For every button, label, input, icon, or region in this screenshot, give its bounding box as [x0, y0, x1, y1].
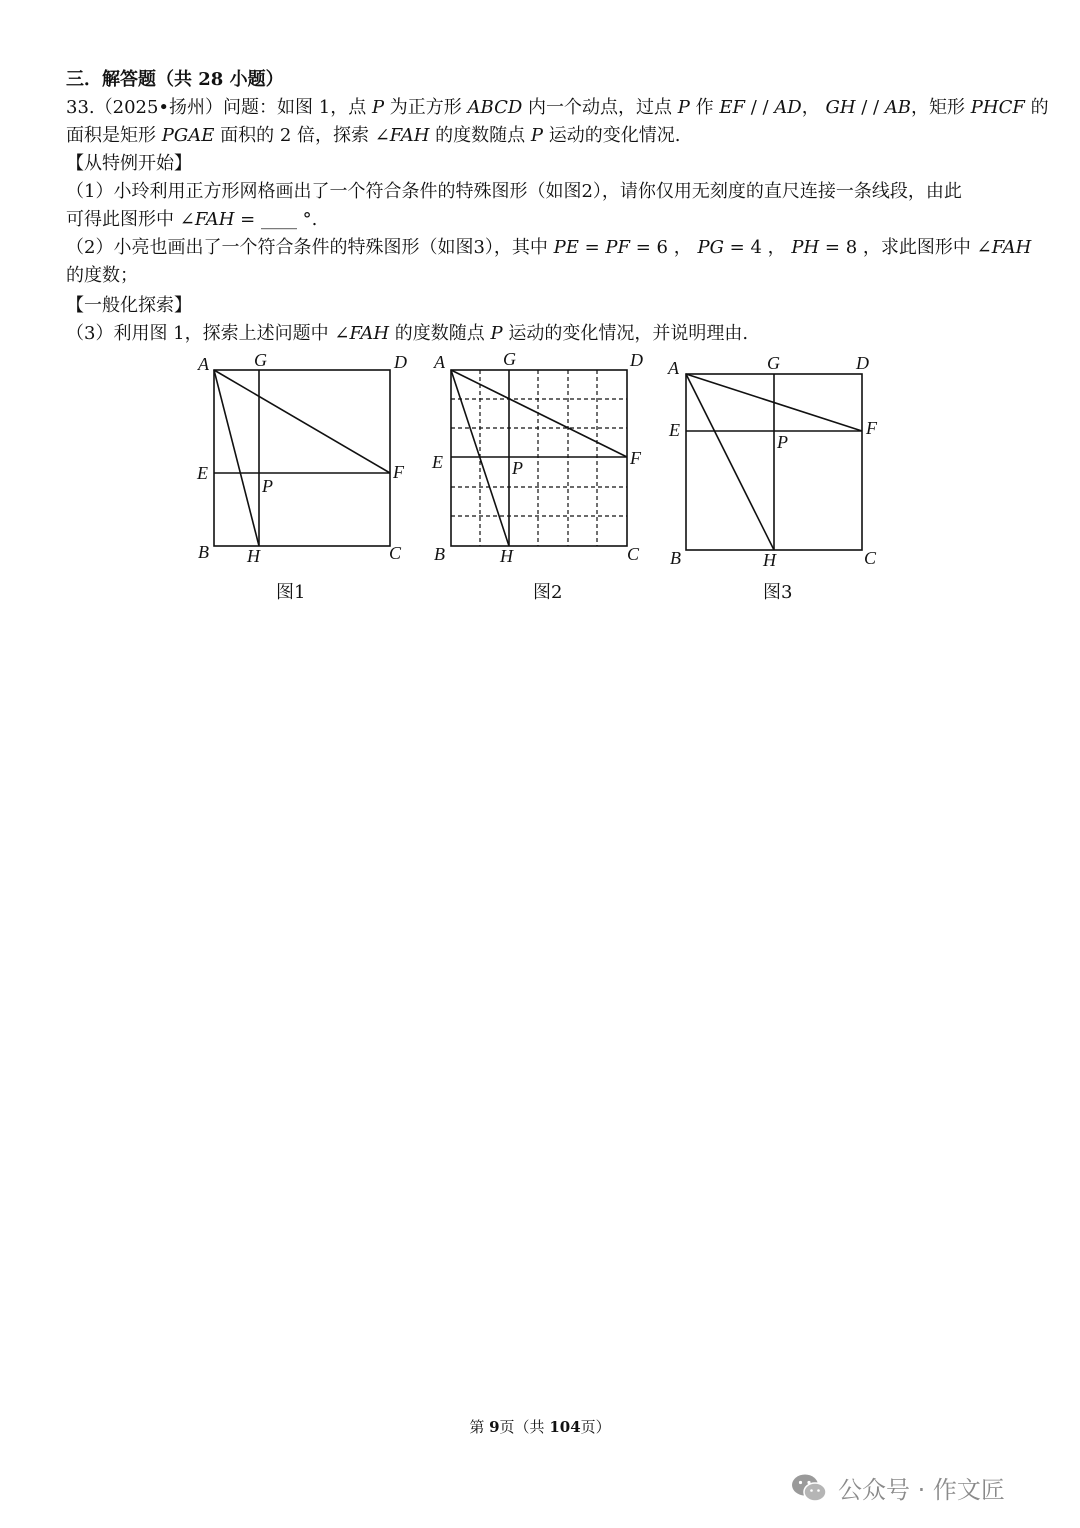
- label-d: D: [630, 352, 643, 370]
- label-a: A: [198, 354, 209, 374]
- label-b: B: [434, 544, 445, 564]
- label-c: C: [389, 543, 402, 563]
- label-e: E: [432, 452, 443, 472]
- question-1-line-1: （1）小玲利用正方形网格画出了一个符合条件的特殊图形（如图2），请你仅用无刻度的直尺连接一条线段，由此: [66, 181, 962, 202]
- label-h: H: [763, 550, 776, 570]
- label-g: G: [767, 353, 780, 373]
- label-a: A: [668, 358, 679, 378]
- figure-2: [426, 352, 656, 572]
- label-f: F: [630, 448, 641, 468]
- label-p: P: [777, 432, 788, 452]
- segment-af: [214, 370, 390, 473]
- label-d: D: [856, 353, 869, 373]
- watermark-text: 公众号 · 作文匠: [838, 1476, 1005, 1504]
- wechat-icon: [790, 1473, 828, 1503]
- figure-3: [662, 352, 892, 572]
- question-2-line-2: 的度数；: [66, 265, 138, 286]
- page-footer: 第 9页（共 104页）: [469, 1418, 611, 1436]
- figure-1-caption: 图1: [276, 582, 306, 603]
- label-c: C: [627, 544, 640, 564]
- question-2-line-1: （2）小亮也画出了一个符合条件的特殊图形（如图3），其中 PE = PF = 6 ， PG = 4 ， PH = 8 ，求此图形中 ∠FAH: [66, 237, 1032, 258]
- label-e: E: [669, 420, 680, 440]
- grid-lines: [451, 370, 627, 546]
- label-b: B: [670, 548, 681, 568]
- label-d: D: [394, 352, 407, 372]
- heading-special: 【从特例开始】: [66, 153, 192, 174]
- page-number: 9: [489, 1418, 500, 1436]
- heading-general: 【一般化探索】: [66, 295, 192, 316]
- figure-1: [190, 352, 420, 572]
- segment-ah: [686, 374, 774, 550]
- figure-3-caption: 图3: [763, 582, 793, 603]
- label-f: F: [866, 418, 877, 438]
- label-b: B: [198, 542, 209, 562]
- label-h: H: [247, 546, 260, 566]
- section-title: 三．解答题（共 28 小题）: [66, 69, 284, 90]
- label-c: C: [864, 548, 877, 568]
- question-3: （3）利用图 1，探索上述问题中 ∠FAH 的度数随点 P 运动的变化情况，并说明理由.: [66, 323, 749, 344]
- segment-ah: [214, 370, 259, 546]
- label-a: A: [434, 352, 445, 372]
- figures-row: [190, 352, 910, 612]
- page-total: 104: [549, 1418, 581, 1436]
- label-p: P: [262, 476, 273, 496]
- segment-af: [451, 370, 627, 457]
- question-1-line-2: 可得此图形中 ∠FAH = ____ °.: [66, 209, 318, 230]
- label-h: H: [500, 546, 513, 566]
- watermark: [790, 1470, 1005, 1505]
- label-p: P: [512, 458, 523, 478]
- figure-2-caption: 图2: [533, 582, 563, 603]
- label-f: F: [393, 462, 404, 482]
- problem-line-1: 33.（2025•扬州）问题：如图 1，点 P 为正方形 ABCD 内一个动点，过点 P 作 EF / / AD， GH / / AB，矩形 PHCF 的: [66, 97, 1049, 118]
- square-abcd: [451, 370, 627, 546]
- label-e: E: [197, 463, 208, 483]
- label-g: G: [503, 352, 516, 369]
- label-g: G: [254, 352, 267, 370]
- problem-line-2: 面积是矩形 PGAE 面积的 2 倍，探索 ∠FAH 的度数随点 P 运动的变化情况.: [66, 125, 681, 146]
